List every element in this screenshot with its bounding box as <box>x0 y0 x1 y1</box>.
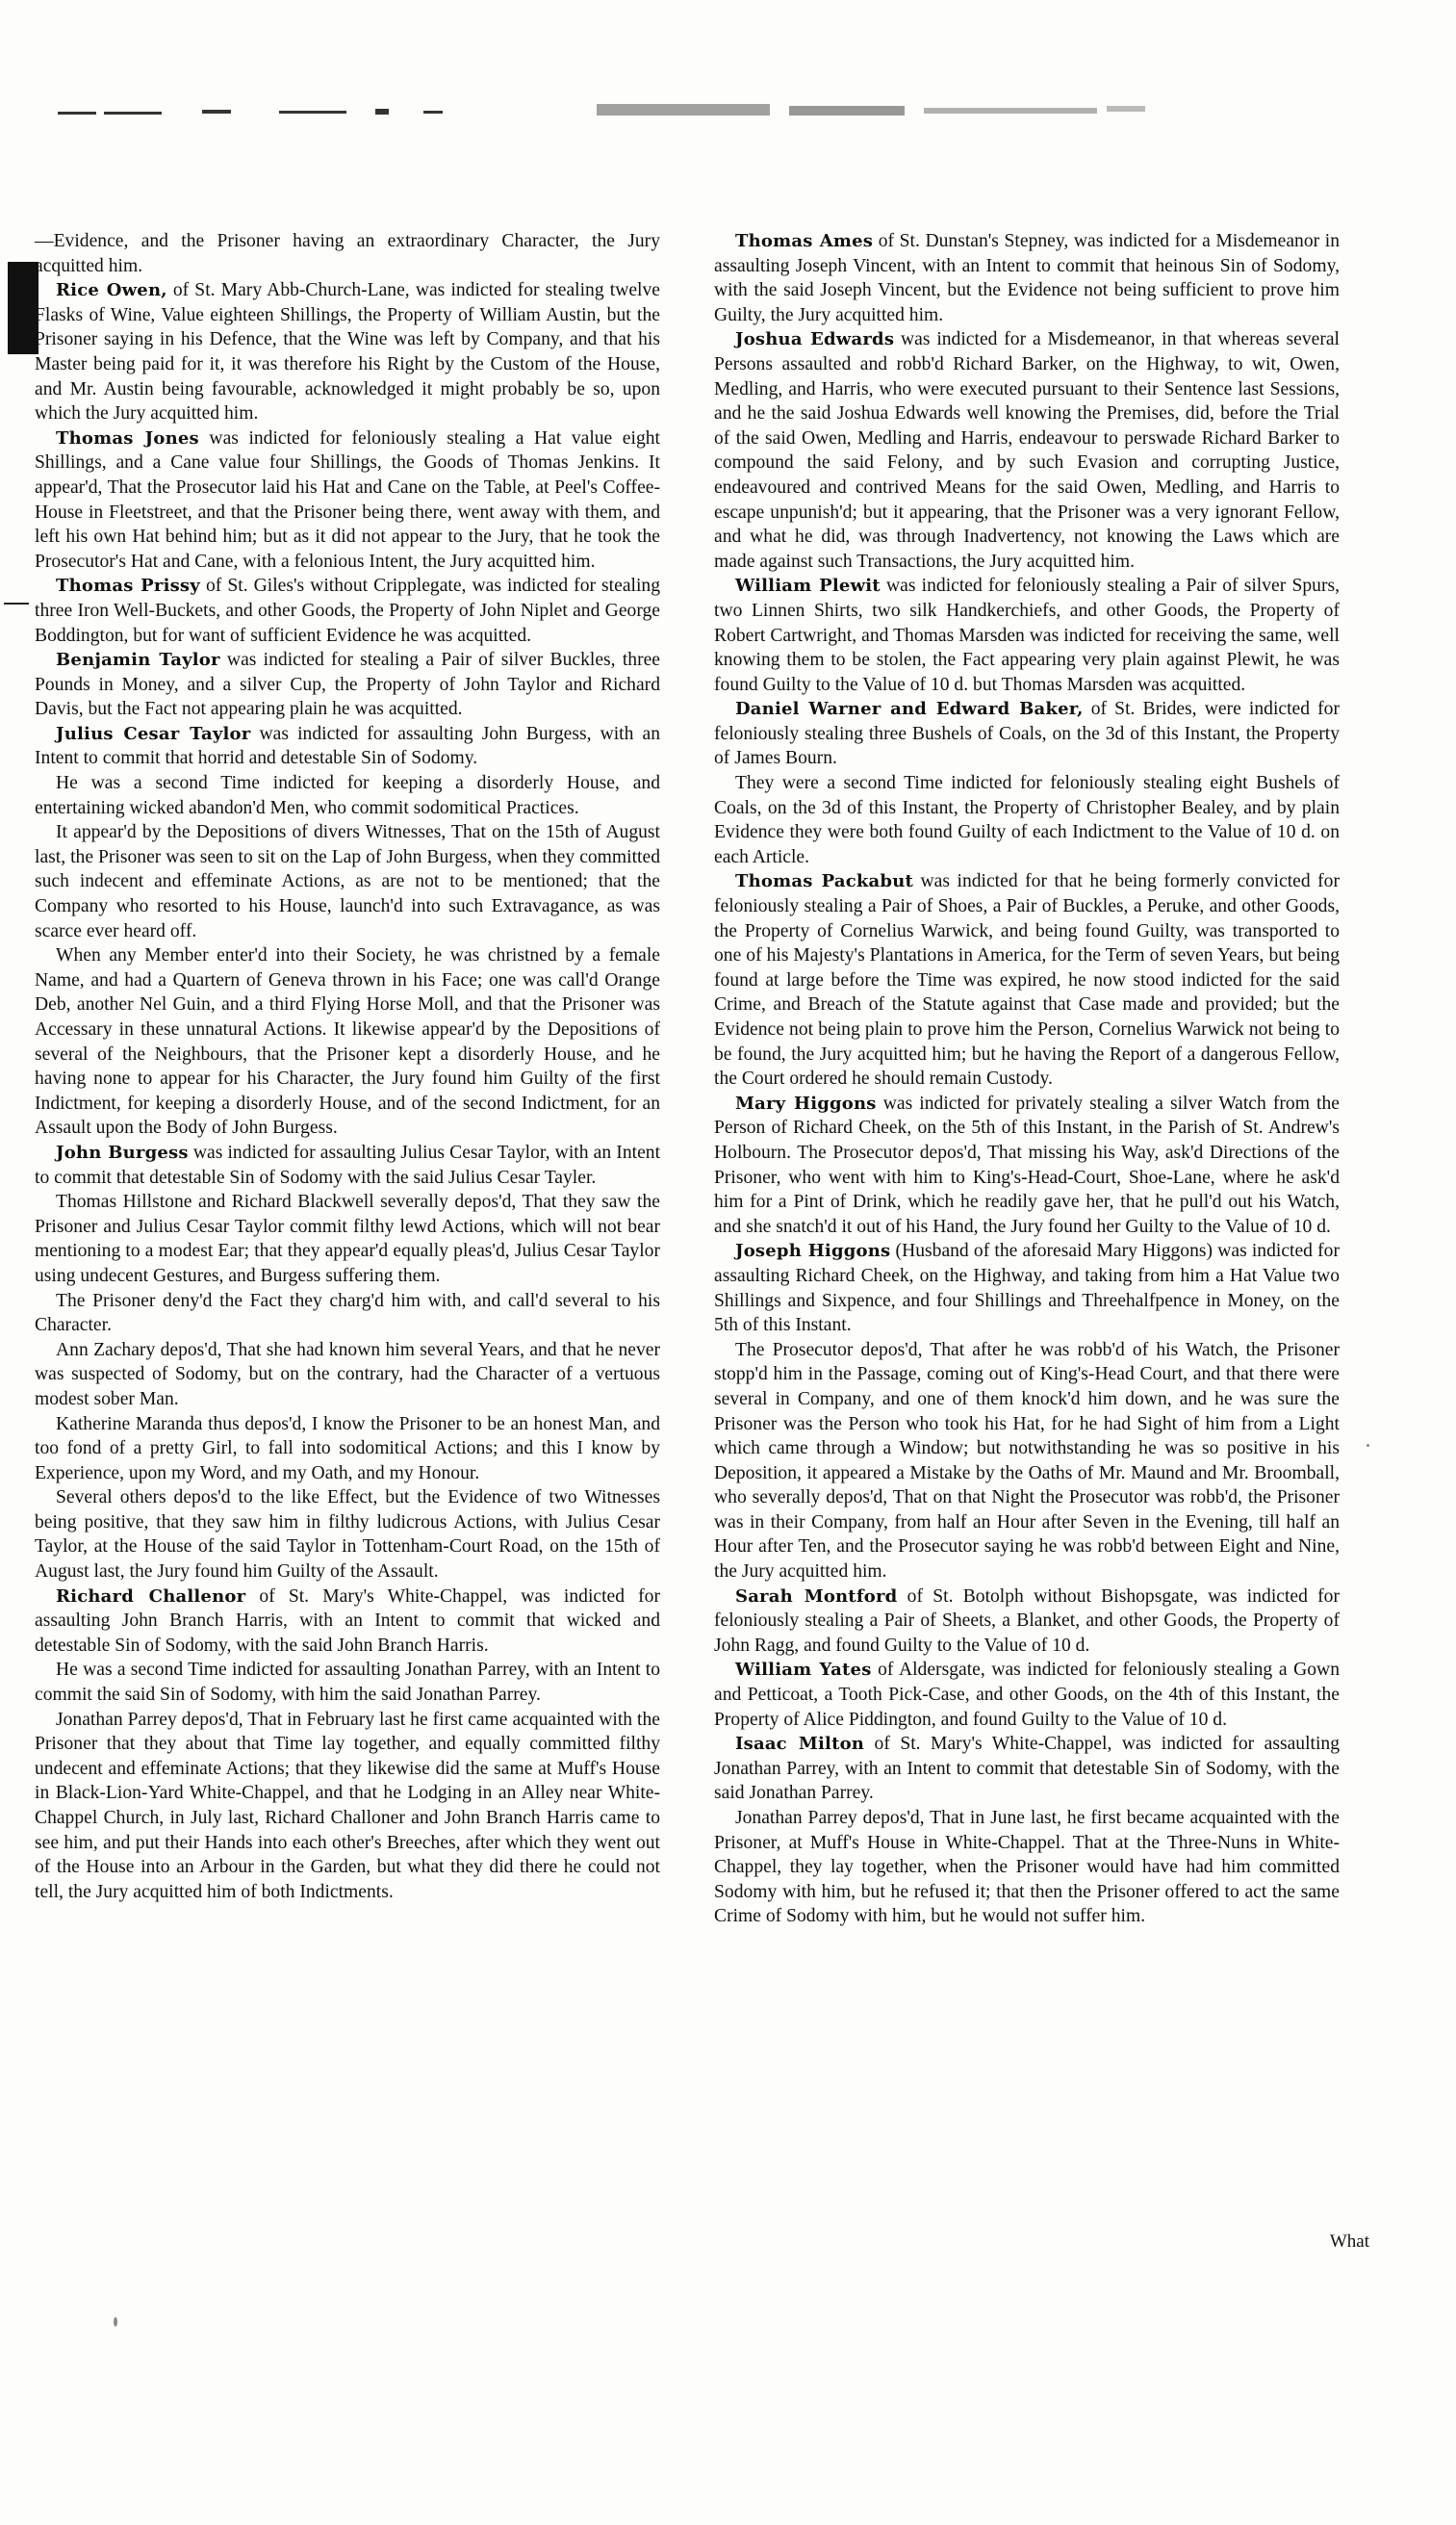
paragraph <box>714 1732 1340 1806</box>
paragraph-text: (Husband of the aforesaid Mary Higgons) was indicted for assaulting Richard Cheek, on the Highway, and taking from him a Hat Value two Shillings and Sixpence, and four Shillings and Threehalfpence in Money, on the 5th of this Instant. <box>714 1241 1341 1336</box>
paragraph <box>35 1485 660 1584</box>
paragraph <box>714 697 1340 771</box>
paragraph <box>35 1190 660 1288</box>
catchword: What <box>1329 2231 1369 2252</box>
defendant-name: Thomas Prissy <box>56 576 200 597</box>
paragraph <box>35 229 660 278</box>
defendant-name: Rice Owen, <box>56 280 167 301</box>
defendant-name: Richard Challenor <box>56 1585 246 1607</box>
paragraph <box>35 1141 660 1190</box>
paragraph-text: was indicted for assaulting John Burgess, with an Intent to commit that horrid and detestable Sin of Sodomy. <box>35 723 661 769</box>
paragraph <box>35 1412 660 1486</box>
paragraph-text: Jonathan Parrey depos'd, That in June last, he first became acquainted with the Prisoner, at Muff's House in White-Chappel. That at the Three-Nuns in White-Chappel, they lay together, when the Prisoner would have had him committed Sodomy with him, but he refused it; that then the Prisoner offered to act the same Crime of Sodomy with him, but he would not suffer him. <box>714 1808 1340 1927</box>
paragraph <box>714 1658 1340 1732</box>
paragraph-text: was indicted for assaulting Julius Cesar Taylor, with an Intent to commit that detestable Sin of Sodomy with the said Julius Cesar Tayler. <box>35 1142 661 1188</box>
paragraph <box>714 1239 1340 1337</box>
defendant-name: William Plewit <box>735 576 881 597</box>
paragraph-text: of St. Mary's White-Chappel, was indicted for assaulting Jonathan Parrey, with an Intent to commit that detestable Sin of Sodomy, with the said Jonathan Parrey. <box>714 1734 1341 1804</box>
paragraph-text: was indicted for a Misdemeanor, in that whereas several Persons assaulted and robb'd Richard Barker, on the Highway, to wit, Owen, Medling, and Harris, who were executed pursuant to their Sentence last Sessions, and he the said Joshua Edwards well knowing the Premises, did, before the Trial of the said Owen, Medling and Harris, endeavour to perswade Richard Barker to compound the said Felony, and by such Evasion and corrupting Justice, endeavoured and contrived Means for the said Owen, Medling, and Harris to escape unpunish'd; but it appearing, that the Prisoner was a very ignorant Fellow, and what he did, was through Inadvertency, not knowing the Laws which are made against such Transactions, the Jury acquitted him. <box>714 329 1340 572</box>
paragraph <box>714 1092 1340 1240</box>
paragraph <box>714 1338 1340 1585</box>
paragraph-text: of St. Botolph without Bishopsgate, was indicted for feloniously stealing a Pair of Sheets, a Blanket, and other Goods, the Property of John Ragg, and found Guilty to the Value of 10 d. <box>714 1585 1340 1656</box>
paragraph-text: was indicted for that he being formerly convicted for feloniously stealing a Pair of Shoes, a Pair of Buckles, a Peruke, and other Goods, the Property of Cornelius Warwick, and being found Guilty, was transported to one of his Majesty's Plantations in America, for the Term of seven Years, but being found at large before the Time was expired, he now stood indicted for the said Crime, and Breach of the Statute against that Case made and provided; but the Evidence not being plain to prove him the Person, Cornelius Warwick not being to be found, the Jury acquitted him; but he having the Report of a dangerous Fellow, the Court ordered he should remain Custody. <box>714 871 1340 1090</box>
paragraph-text: It appear'd by the Depositions of divers Witnesses, That on the 15th of August last, the Prisoner was seen to sit on the Lap of John Burgess, when they committed such indecent and effeminate Actions, as are not to be mentioned; that the Company who resorted to his House, launch'd into such Extravagance, as was scarce ever heard off. <box>35 822 660 941</box>
defendant-name: Julius Cesar Taylor <box>56 723 251 744</box>
paragraph-text: of St. Brides, were indicted for feloniously stealing three Bushels of Coals, on the 3d of this Instant, the Property of James Bourn. <box>714 699 1340 769</box>
paragraph-text: was indicted for privately stealing a silver Watch from the Person of Richard Cheek, on the 5th of this Instant, in the Parish of St. Andrew's Holbourn. The Prosecutor depos'd, That missing his Way, ask'd Directions of the Prisoner, who went with him to King's-Head-Court, Shoe-Lane, where he ask'd him for a Pint of Drink, which he readily gave her, that he pull'd out his Watch, and she snatch'd it out of his Hand, the Jury found her Guilty to the Value of 10 d. <box>714 1093 1340 1237</box>
paragraph <box>35 1658 660 1707</box>
paragraph-text: He was a second Time indicted for assaulting Jonathan Parrey, with an Intent to commit the said Sin of Sodomy, with him the said Jonathan Parrey. <box>35 1660 660 1706</box>
paragraph-text: was indicted for stealing a Pair of silver Buckles, three Pounds in Money, and a silver Cup, the Property of John Taylor and Richard Davis, but the Fact not appearing plain he was acquitted. <box>35 650 660 720</box>
paragraph-text: Jonathan Parrey depos'd, That in February last he first came acquainted with the Prisoner that they about that Time lay together, and equally committed filthy undecent and effeminate Actions; that they likewise did the same at Muff's House in Black-Lion-Yard White-Chappel, and that he Lodging in an Alley near White-Chappel Church, in July last, Richard Challoner and John Branch Harris came to see him, and put their Hands into each other's Breeches, after which they went out of the House into an Arbour in the Garden, but what they did there he could not tell, the Jury acquitted him of both Indictments. <box>35 1709 660 1902</box>
left-column <box>35 229 660 1904</box>
paragraph-text: Ann Zachary depos'd, That she had known him several Years, and that he never was suspected of Sodomy, but on the contrary, had the Character of a vertuous modest sober Man. <box>35 1339 660 1409</box>
paragraph-text: was indicted for feloniously stealing a Pair of silver Spurs, two Linnen Shirts, two silk Handkerchiefs, and other Goods, the Property of Robert Cartwright, and Thomas Marsden was indicted for receiving the same, well knowing them to be stolen, the Fact appearing very plain against Plewit, he was found Guilty to the Value of 10 d. but Thomas Marsden was acquitted. <box>714 576 1340 695</box>
ink-speck <box>1367 1444 1369 1447</box>
margin-mark <box>4 603 29 605</box>
paragraph-text: was indicted for feloniously stealing a Hat value eight Shillings, and a Cane value four Shillings, the Goods of Thomas Jenkins. It appear'd, That the Prosecutor laid his Hat and Cane on the Table, at Peel's Coffee-House in Fleetstreet, and that the Prisoner being there, went away with them, and left his own Hat behind him; but as it did not appear to the Jury, that he took the Prosecutor's Hat and Cane, with a felonious Intent, the Jury acquitted him. <box>35 427 660 572</box>
defendant-name: Thomas Jones <box>56 427 199 449</box>
defendant-name: Sarah Montford <box>735 1585 898 1607</box>
paragraph <box>35 820 660 943</box>
paragraph <box>35 771 660 820</box>
paragraph <box>35 426 660 575</box>
ink-speck <box>114 2317 117 2327</box>
paragraph <box>35 943 660 1141</box>
paragraph <box>35 1338 660 1412</box>
paragraph-text: They were a second Time indicted for feloniously stealing eight Bushels of Coals, on the 3d of this Instant, the Property of Christopher Bealey, and by plain Evidence they were both found Guilty of each Indictment to the Value of 10 d. on each Article. <box>714 773 1340 867</box>
paragraph-text: When any Member enter'd into their Society, he was christned by a female Name, and had a Quartern of Geneva thrown in his Face; one was call'd Orange Deb, another Nel Guin, and a third Flying Horse Moll, and that the Prisoner was Accessary in these unnatural Actions. It likewise appear'd by the Depositions of several of the Neighbours, that the Prisoner kept a disorderly House, and he having none to appear for his Character, the Jury found him Guilty of the first Indictment, for keeping a disorderly House, and of the second Indictment, for an Assault upon the Body of John Burgess. <box>35 945 660 1139</box>
paragraph-text: Several others depos'd to the like Effect, but the Evidence of two Witnesses being positive, that they saw him in filthy ludicrous Actions, with Julius Cesar Taylor, at the House of the said Taylor in Tottenham-Court Road, on the 15th of August last, the Jury found him Guilty of the Assault. <box>35 1487 660 1583</box>
paragraph-text: Katherine Maranda thus depos'd, I know the Prisoner to be an honest Man, and too fond of a pretty Girl, to fall into sodomitical Actions; and this I know by Experience, upon my Word, and my Oath, and my Honour. <box>35 1413 660 1483</box>
paragraph-text: of St. Mary's White-Chappel, was indicted for assaulting John Branch Harris, with an Intent to commit that wicked and detestable Sin of Sodomy, with the said John Branch Harris. <box>35 1585 660 1656</box>
paragraph-text: Thomas Hillstone and Richard Blackwell severally depos'd, That they saw the Prisoner and Julius Cesar Taylor commit filthy lewd Actions, which will not bear mentioning to a modest Ear; that they appear'd equally pleas'd, Julius Cesar Taylor using undecent Gestures, and Burgess suffering them. <box>35 1192 660 1286</box>
defendant-name: William Yates <box>735 1660 872 1681</box>
right-column <box>714 229 1340 1929</box>
defendant-name: Benjamin Taylor <box>56 650 220 671</box>
paragraph-text: —Evidence, and the Prisoner having an extraordinary Character, the Jury acquitted him. <box>35 231 660 276</box>
paragraph <box>35 648 660 722</box>
paragraph <box>714 229 1340 327</box>
defendant-name: Mary Higgons <box>735 1093 877 1114</box>
paragraph-text: of St. Giles's without Cripplegate, was indicted for stealing three Iron Well-Buckets, and other Goods, the Property of John Niplet and George Boddington, but for want of sufficient Evidence he was acquitted. <box>35 576 661 646</box>
defendant-name: Isaac Milton <box>735 1734 865 1755</box>
paragraph-text: The Prisoner deny'd the Fact they charg'd him with, and call'd several to his Character. <box>35 1290 660 1336</box>
paragraph <box>35 722 660 771</box>
defendant-name: Daniel Warner and Edward Baker, <box>735 699 1084 720</box>
paragraph <box>35 1585 660 1659</box>
paragraph <box>714 574 1340 697</box>
defendant-name: Joseph Higgons <box>735 1241 891 1262</box>
paragraph-text: of Aldersgate, was indicted for feloniously stealing a Gown and Petticoat, a Tooth Pick-Case, and other Goods, on the 4th of this Instant, the Property of Alice Piddington, and found Guilty to the Value of 10 d. <box>714 1660 1341 1730</box>
paragraph <box>714 1585 1340 1659</box>
paragraph <box>35 574 660 648</box>
printed-header-rule <box>58 94 1155 123</box>
paragraph <box>35 1708 660 1905</box>
paragraph <box>714 771 1340 869</box>
defendant-name: Thomas Packabut <box>735 871 914 892</box>
paragraph-text: of St. Mary Abb-Church-Lane, was indicted for stealing twelve Flasks of Wine, Value eighteen Shillings, the Property of William Austin, but the Prisoner saying in his Defence, that the Wine was left by Company, and that his Master being paid for it, it was therefore his Right by the Custom of the House, and Mr. Austin being favourable, acknowledged it might probably be so, upon which the Jury acquitted him. <box>35 280 660 425</box>
defendant-name: Joshua Edwards <box>735 329 895 350</box>
paragraph <box>714 869 1340 1091</box>
paragraph-text: The Prosecutor depos'd, That after he was robb'd of his Watch, the Prisoner stopp'd him in the Passage, coming out of King's-Head Court, and that there were several in Company, and one of them knock'd him down, and he was sure the Prisoner was the Person who took his Hat, for he had Sight of him from a Light which came through a Window; but notwithstanding he was so positive in his Deposition, it appeared a Mistake by the Oaths of Mr. Maund and Mr. Broomball, who severally depos'd, That on that Night the Prosecutor was robb'd, the Prisoner was in their Company, from half an Hour after Seven in the Evening, till half an Hour after Ten, and the Prosecutor saying he was robb'd between Eight and Nine, the Jury acquitted him. <box>714 1339 1340 1583</box>
paragraph-text: of St. Dunstan's Stepney, was indicted for a Misdemeanor in assaulting Joseph Vincent, with an Intent to commit that heinous Sin of Sodomy, with the said Joseph Vincent, but the Evidence not being sufficient to prove him Guilty, the Jury acquitted him. <box>714 231 1340 325</box>
paragraph <box>714 1806 1340 1929</box>
paragraph <box>714 327 1340 574</box>
defendant-name: John Burgess <box>56 1142 189 1163</box>
paragraph-text: He was a second Time indicted for keeping a disorderly House, and entertaining wicked abandon'd Men, who commit sodomitical Practices. <box>35 773 660 818</box>
paragraph <box>35 278 660 426</box>
defendant-name: Thomas Ames <box>735 231 874 251</box>
paragraph <box>35 1289 660 1338</box>
